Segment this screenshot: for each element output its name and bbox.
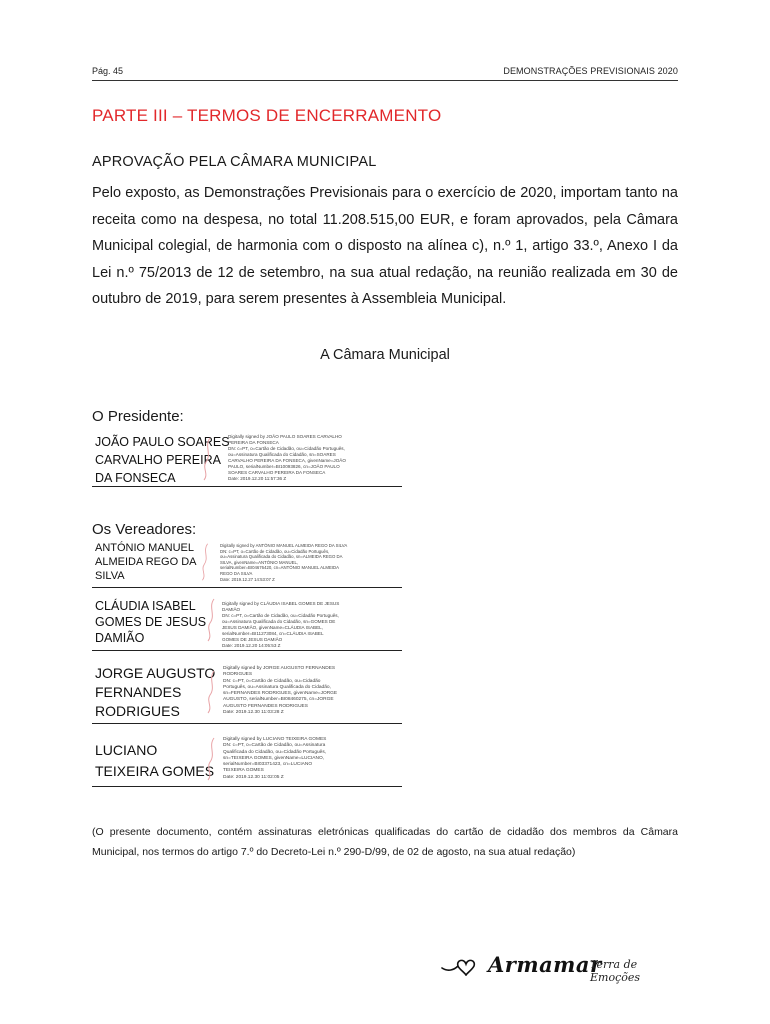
logo-brand: Armamar — [488, 952, 602, 977]
legal-note: (O presente documento, contém assinaturas eletrónicas qualificadas do cartão de cidadão dos membros da Câmara Municipal, nos termos do artigo 7.º do Decreto-Lei n.º 290-D/99, de 02 de agosto, na sua atual redação) — [92, 826, 678, 858]
signature-mark-icon — [204, 597, 218, 643]
signature-president — [92, 430, 402, 487]
digital-signature-details: Digitally signed by JOÃO PAULO SOARES CARVALHO PEREIRA DA FONSECA DN: c=PT, o=Cartão de Cidadão, ou=Cidadão Português, ou=Assinatura Qualificada do Cidadão, sn=SOARES CARVALHO PEREIRA DA FONSECA, givenName=JOÃO PAULO, serialNumber=BI10093826, cn=JOÃO PAULO SOARES CARVALHO PEREIRA DA FONSECA Date: 2019.12.20 11:57:36 Z — [228, 434, 346, 481]
page-header — [92, 64, 678, 81]
president-label: O Presidente: — [92, 408, 184, 425]
section-title: APROVAÇÃO PELA CÂMARA MUNICIPAL — [92, 154, 377, 170]
signer-name: LUCIANO TEIXEIRA GOMES — [95, 742, 215, 779]
camara-label: A Câmara Municipal — [320, 347, 450, 363]
councillors-label: Os Vereadores: — [92, 521, 197, 538]
digital-signature-details: Digitally signed by LUCIANO TEIXEIRA GOMES DN: c=PT, o=Cartão de Cidadão, ou=Assinatura Qualificada do Cidadão, ou=Cidadão Português, sn=TEIXEIRA GOMES, givenName=LUCIANO, serialNumber=BI03371423, cn=LUCIANO TEIXEIRA GOMES Date: 2019.12.30 11:02:05 Z — [223, 737, 327, 780]
signature-councillor-2 — [92, 595, 402, 651]
heart-icon — [440, 956, 484, 976]
signature-councillor-4 — [92, 732, 402, 787]
signature-mark-icon — [198, 542, 212, 582]
logo-tagline: Terra de Emoções — [590, 958, 641, 984]
municipality-logo — [440, 952, 680, 984]
part-title: PARTE III – TERMOS DE ENCERRAMENTO — [92, 106, 442, 125]
signature-mark-icon — [204, 736, 218, 782]
signature-councillor-3 — [92, 660, 402, 724]
signer-name: CLÁUDIA ISABEL GOMES DE JESUS DAMIÃO — [95, 599, 207, 645]
digital-signature-details: Digitally signed by JORGE AUGUSTO FERNANDES RODRIGUES DN: c=PT, o=Cartão de Cidadão, ou=Cidadão Português, ou=Assinatura Qualificada do Cidadão, sn=FERNANDES RODRIGUES, givenName=JORGE AUGUSTO, serialNumber=BI08460275, cn=JORGE AUGUSTO FERNANDES RODRIGUES Date: 2019.12.30 11:03:28 Z — [223, 666, 338, 716]
digital-signature-details: Digitally signed by CLÁUDIA ISABEL GOMES DE JESUS DAMIÃO DN: c=PT, o=Cartão de Cidadão, ou=Cidadão Português, ou=Assinatura Qualificada do Cidadão, sn=GOMES DE JESUS DAMIÃO, givenName=CLÁUDIA ISABEL, serialNumber=BI11273084, cn=CLÁUDIA ISABEL GOMES DE JESUS DAMIÃO Date: 2019.12.20 14:05:53 Z — [222, 601, 340, 648]
approval-paragraph: Pelo exposto, as Demonstrações Previsionais para o exercício de 2020, importam tanto na receita como na despesa, no total 11.208.515,00 EUR, e foram aprovados, pela Câmara Municipal colegial, de harmonia com o disposto na alínea c), n.º 1, artigo 33.º, Anexo I da Lei n.º 75/2013 de 12 de setembro, na sua atual redação, na reunião realizada em 30 de outubro de 2019, para serem presentes à Assembleia Municipal. — [92, 185, 678, 307]
document-title: DEMONSTRAÇÕES PREVISIONAIS 2020 — [503, 66, 678, 76]
signer-name: JORGE AUGUSTO FERNANDES RODRIGUES — [95, 665, 216, 719]
signature-councillor-1 — [92, 540, 402, 588]
signer-name: JOÃO PAULO SOARES CARVALHO PEREIRA DA FONSECA — [95, 435, 230, 485]
signature-mark-icon — [200, 436, 214, 482]
page-number: Pág. 45 — [92, 66, 124, 76]
signature-mark-icon — [204, 666, 218, 718]
digital-signature-details: Digitally signed by ANTÓNIO MANUEL ALMEIDA REGO DA SILVA DN: c=PT, o=Cartão de Cidadão, ou=Cidadão Português, ou=Assinatura Qualificada do Cidadão, sn=ALMEIDA REGO DA SILVA, givenName=ANTÓNIO MANUEL, serialNumber=BI04676420, cn=ANTÓNIO MANUEL ALMEIDA REGO DA SILVA Date: 2019.12.27 14:53:07 Z — [220, 543, 348, 582]
signer-name: ANTÓNIO MANUEL ALMEIDA REGO DA SILVA — [95, 542, 197, 582]
